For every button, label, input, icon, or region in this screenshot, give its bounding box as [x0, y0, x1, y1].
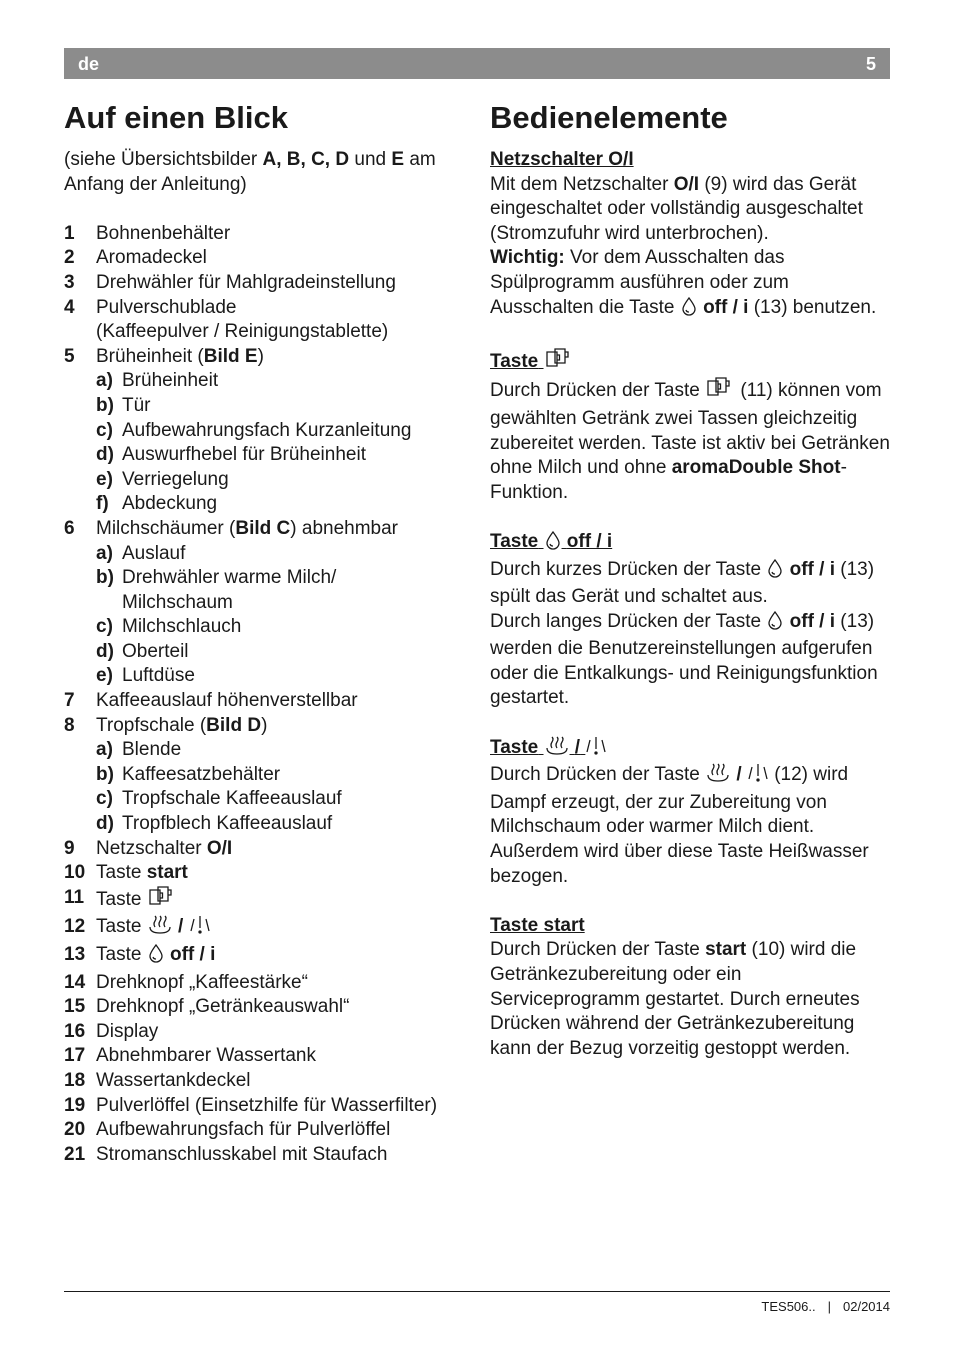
sub-item — [64, 419, 474, 444]
item-text-part: Taste — [96, 862, 147, 884]
item-text-bold: Bild E — [203, 345, 258, 367]
sub-letter: a) — [96, 542, 113, 564]
item-text: Display — [96, 1020, 159, 1042]
section-title: Netzschalter O/I — [490, 149, 634, 170]
item-text: Abnehmbarer Wassertank — [96, 1045, 317, 1067]
rinse-drop-icon — [147, 943, 165, 971]
item-text — [96, 861, 188, 886]
list-item — [64, 1020, 474, 1045]
list-item — [64, 1118, 474, 1143]
body-bold: O/I — [673, 173, 700, 195]
language-label: de — [78, 54, 100, 74]
overview-title: Auf einen Blick — [64, 100, 288, 135]
sub-item — [64, 468, 474, 493]
list-item — [64, 971, 474, 996]
list-item — [64, 886, 474, 916]
sub-letter: e) — [96, 665, 113, 687]
item-text — [96, 345, 264, 370]
item-number: 21 — [64, 1143, 86, 1165]
sub-text: Milchschlauch — [122, 616, 242, 638]
item-number: 3 — [64, 271, 75, 293]
list-item — [64, 943, 474, 971]
hot-water-icon — [189, 915, 211, 943]
body-text: Durch Drücken der Taste — [490, 939, 706, 961]
steam-icon — [705, 763, 731, 791]
section-body — [490, 558, 895, 712]
sub-text: Verriegelung — [122, 468, 229, 490]
sub-item — [64, 812, 474, 837]
sub-text: Auslauf — [122, 542, 186, 564]
section-body — [490, 173, 895, 324]
list-item — [64, 246, 474, 271]
item-number: 10 — [64, 862, 86, 884]
body-text: (10) wird die Getränkezubereitung oder ein Serviceprogramm gestartet. Durch erneutes Drücken während der Getränkezubereitung kann der Bezug vorzeitig gestoppt werden. — [490, 939, 860, 1059]
list-item — [64, 222, 474, 247]
body-text: (13) werden die Benutzereinstellungen aufgerufen oder die Entkalkungs- und Reinigungsfunktion gestartet. — [490, 610, 878, 709]
two-cups-icon — [544, 348, 574, 378]
item-number: 8 — [64, 714, 75, 736]
list-item — [64, 1069, 474, 1094]
sub-letter: d) — [96, 444, 114, 466]
item-text-line: Pulverschublade — [96, 296, 237, 318]
item-number: 14 — [64, 971, 86, 993]
rinse-drop-icon — [766, 558, 784, 586]
sub-letter: d) — [96, 813, 114, 835]
section-title-text: Taste — [490, 736, 539, 758]
hot-water-icon — [747, 763, 769, 791]
body-text: -Funktion. — [490, 457, 847, 503]
body-text: (9) wird das Gerät eingeschaltet oder vollständig ausgeschaltet (Stromzufuhr wird unterbrochen). — [490, 173, 863, 244]
item-number: 7 — [64, 690, 75, 712]
item-text: Stromanschlusskabel mit Staufach — [96, 1143, 388, 1165]
document-date: 02/2014 — [843, 1299, 890, 1314]
two-cups-icon — [705, 377, 735, 407]
item-number: 11 — [64, 886, 85, 908]
body-text: (11) können vom gewählten Getränk zwei Tassen gleichzeitig zubereitet werden. Taste ist aktiv bei Getränken ohne Milch und ohne — [490, 380, 890, 479]
sub-letter: c) — [96, 616, 113, 638]
item-number: 20 — [64, 1119, 86, 1141]
intro-bold: A, B, C, D — [262, 149, 350, 170]
intro-bold: E — [391, 149, 405, 170]
body-bold: start — [705, 939, 747, 961]
list-item — [64, 271, 474, 296]
steam-icon — [147, 915, 173, 943]
controls-title: Bedienelemente — [490, 100, 728, 135]
hot-water-icon — [585, 736, 607, 764]
list-item — [64, 915, 474, 943]
body-text: Mit dem Netzschalter — [490, 173, 674, 195]
sub-text: Aufbewahrungsfach Kurzanleitung — [122, 419, 412, 441]
item-text-part: ) — [257, 345, 264, 367]
sub-letter: b) — [96, 763, 114, 785]
section-start-button — [490, 914, 895, 1062]
overview-intro — [64, 148, 474, 197]
item-text-part: Brüheinheit ( — [96, 345, 204, 367]
list-item — [64, 861, 474, 886]
sub-item — [64, 640, 474, 665]
list-item — [64, 1094, 474, 1119]
body-text: (13) spült das Gerät und schaltet aus. — [490, 558, 875, 608]
sub-item — [64, 369, 474, 394]
sub-text: Luftdüse — [122, 665, 195, 687]
sub-item — [64, 542, 474, 567]
page-number: 5 — [865, 54, 876, 74]
section-body — [490, 377, 895, 505]
body-bold: / — [736, 764, 742, 786]
item-text-bold: Bild C — [235, 517, 291, 539]
sub-text: Tropfschale Kaffeeauslauf — [122, 788, 342, 810]
model-number: TES506.. — [761, 1299, 816, 1314]
item-number: 19 — [64, 1094, 86, 1116]
sub-letter: c) — [96, 419, 113, 441]
item-text — [96, 886, 177, 916]
body-text: Durch Drücken der Taste — [490, 764, 706, 786]
item-text — [96, 714, 267, 739]
item-text-part: Milchschäumer ( — [96, 517, 236, 539]
section-title-text: off / i — [566, 530, 613, 552]
section-off-button — [490, 530, 895, 711]
sub-letter: b) — [96, 567, 114, 589]
item-text — [96, 517, 398, 542]
item-number: 13 — [64, 944, 86, 965]
sub-text-line: Drehwähler warme Milch/ — [122, 567, 337, 589]
sub-item — [64, 443, 474, 468]
item-text-bold: Bild D — [206, 714, 262, 736]
item-number: 16 — [64, 1020, 86, 1042]
steam-icon — [544, 736, 570, 764]
sub-text: Oberteil — [122, 640, 189, 662]
item-text: Drehwähler für Mahlgradeinstellung — [96, 271, 396, 293]
sub-item — [64, 787, 474, 812]
rinse-drop-icon — [680, 296, 698, 324]
section-title-text: Taste — [490, 530, 539, 552]
intro-text: am Anfang der Anleitung) — [64, 149, 436, 195]
item-number: 6 — [64, 517, 75, 539]
sub-item — [64, 763, 474, 788]
two-cups-icon — [147, 886, 177, 916]
list-item — [64, 837, 474, 862]
item-text — [96, 915, 211, 943]
item-text-bold: O/I — [206, 837, 233, 859]
sub-letter: a) — [96, 370, 113, 392]
item-text — [96, 296, 388, 345]
item-number: 17 — [64, 1045, 86, 1067]
item-text-part: Taste — [96, 944, 147, 965]
list-item — [64, 995, 474, 1020]
sub-item — [64, 664, 474, 689]
body-bold: off / i — [789, 610, 836, 632]
item-text-part: ) — [261, 714, 268, 736]
item-number: 1 — [64, 222, 75, 244]
body-bold: aromaDouble Shot — [671, 457, 841, 479]
item-text: Drehknopf „Getränkeauswahl“ — [96, 996, 350, 1018]
overview-column — [64, 96, 474, 1167]
sub-text: Brüheinheit — [122, 370, 219, 392]
intro-text: (siehe Übersichtsbilder — [64, 149, 263, 170]
list-item — [64, 689, 474, 714]
item-text-part: ) abnehmbar — [290, 517, 398, 539]
item-text-bold: start — [146, 862, 188, 884]
sub-letter: c) — [96, 788, 113, 810]
item-text — [96, 943, 215, 971]
sub-item — [64, 566, 474, 615]
list-item — [64, 1044, 474, 1069]
section-body — [490, 938, 895, 1061]
body-text: Durch kurzes Drücken der Taste — [490, 558, 767, 580]
item-text: Aromadeckel — [96, 247, 207, 269]
sub-text: Blende — [122, 739, 182, 761]
sub-item — [64, 738, 474, 763]
sub-text: Tür — [122, 394, 151, 416]
item-text: Pulverlöffel (Einsetzhilfe für Wasserfilter) — [96, 1094, 438, 1116]
sub-text — [122, 566, 336, 615]
body-text: Vor dem Ausschalten das Spülprogramm ausführen oder zum Ausschalten die Taste — [490, 247, 789, 318]
item-text-bold: / — [177, 916, 184, 938]
item-text-part: Taste — [96, 888, 147, 910]
item-number: 12 — [64, 916, 86, 938]
sub-letter: f) — [96, 493, 109, 515]
sub-letter: a) — [96, 739, 113, 761]
sub-text: Kaffeesatzbehälter — [122, 763, 281, 785]
sub-item — [64, 615, 474, 640]
item-text: Aufbewahrungsfach für Pulverlöffel — [96, 1119, 391, 1141]
sub-text: Auswurfhebel für Brüheinheit — [122, 444, 366, 466]
body-text: Durch langes Drücken der Taste — [490, 610, 767, 632]
sub-text-line: Milchschaum — [122, 591, 233, 613]
item-text — [96, 837, 232, 862]
item-number: 15 — [64, 996, 86, 1018]
section-power-switch — [490, 148, 895, 323]
body-text: (13) benutzen. — [748, 296, 877, 318]
item-text: Drehknopf „Kaffeestärke“ — [96, 971, 308, 993]
item-number: 18 — [64, 1069, 86, 1091]
sub-item — [64, 394, 474, 419]
header-bar — [64, 48, 890, 79]
section-two-cups — [490, 348, 895, 506]
section-title-text: Taste — [490, 350, 539, 372]
body-bold: Wichtig: — [490, 247, 565, 269]
body-bold: off / i — [703, 296, 749, 318]
section-title-text: / — [574, 736, 581, 758]
controls-column — [490, 96, 895, 1086]
section-steam-button — [490, 736, 895, 890]
sub-item — [64, 492, 474, 517]
item-text-bold: off / i — [169, 944, 216, 965]
item-text-part: Taste — [96, 916, 147, 938]
item-text: Kaffeeauslauf höhenverstellbar — [96, 690, 358, 712]
footer — [761, 1298, 890, 1316]
list-item — [64, 714, 474, 739]
section-title — [490, 348, 895, 378]
section-title: Taste start — [490, 914, 585, 936]
section-body — [490, 763, 895, 889]
item-text-part: Tropfschale ( — [96, 714, 207, 736]
rinse-drop-icon — [766, 610, 784, 638]
item-text-part: Netzschalter — [96, 837, 207, 859]
item-number: 4 — [64, 296, 75, 318]
body-text: Durch Drücken der Taste — [490, 380, 706, 402]
sub-text: Tropfblech Kaffeeauslauf — [122, 813, 333, 835]
item-number: 2 — [64, 247, 75, 269]
rinse-drop-icon — [544, 530, 562, 558]
item-text-line: (Kaffeepulver / Reinigungstablette) — [96, 321, 389, 343]
list-item — [64, 345, 474, 370]
sub-letter: b) — [96, 394, 114, 416]
footer-divider — [64, 1291, 890, 1292]
intro-text: und — [349, 149, 392, 170]
sub-letter: d) — [96, 640, 114, 662]
section-title — [490, 736, 895, 764]
sub-letter: e) — [96, 468, 113, 490]
body-text: (12) wird Dampf erzeugt, der zur Zubereitung von Milchschaum oder warmer Milch dient. Außerdem wird über diese Taste Heißwasser bezogen. — [490, 764, 869, 887]
list-item — [64, 1143, 474, 1168]
item-number: 9 — [64, 837, 75, 859]
item-text: Wassertankdeckel — [96, 1069, 251, 1091]
list-item — [64, 517, 474, 542]
sub-text: Abdeckung — [122, 493, 218, 515]
list-item — [64, 296, 474, 345]
body-bold: off / i — [789, 558, 835, 580]
footer-separator: | — [827, 1299, 831, 1314]
section-title — [490, 530, 895, 558]
item-text: Bohnenbehälter — [96, 222, 231, 244]
item-number: 5 — [64, 345, 75, 367]
